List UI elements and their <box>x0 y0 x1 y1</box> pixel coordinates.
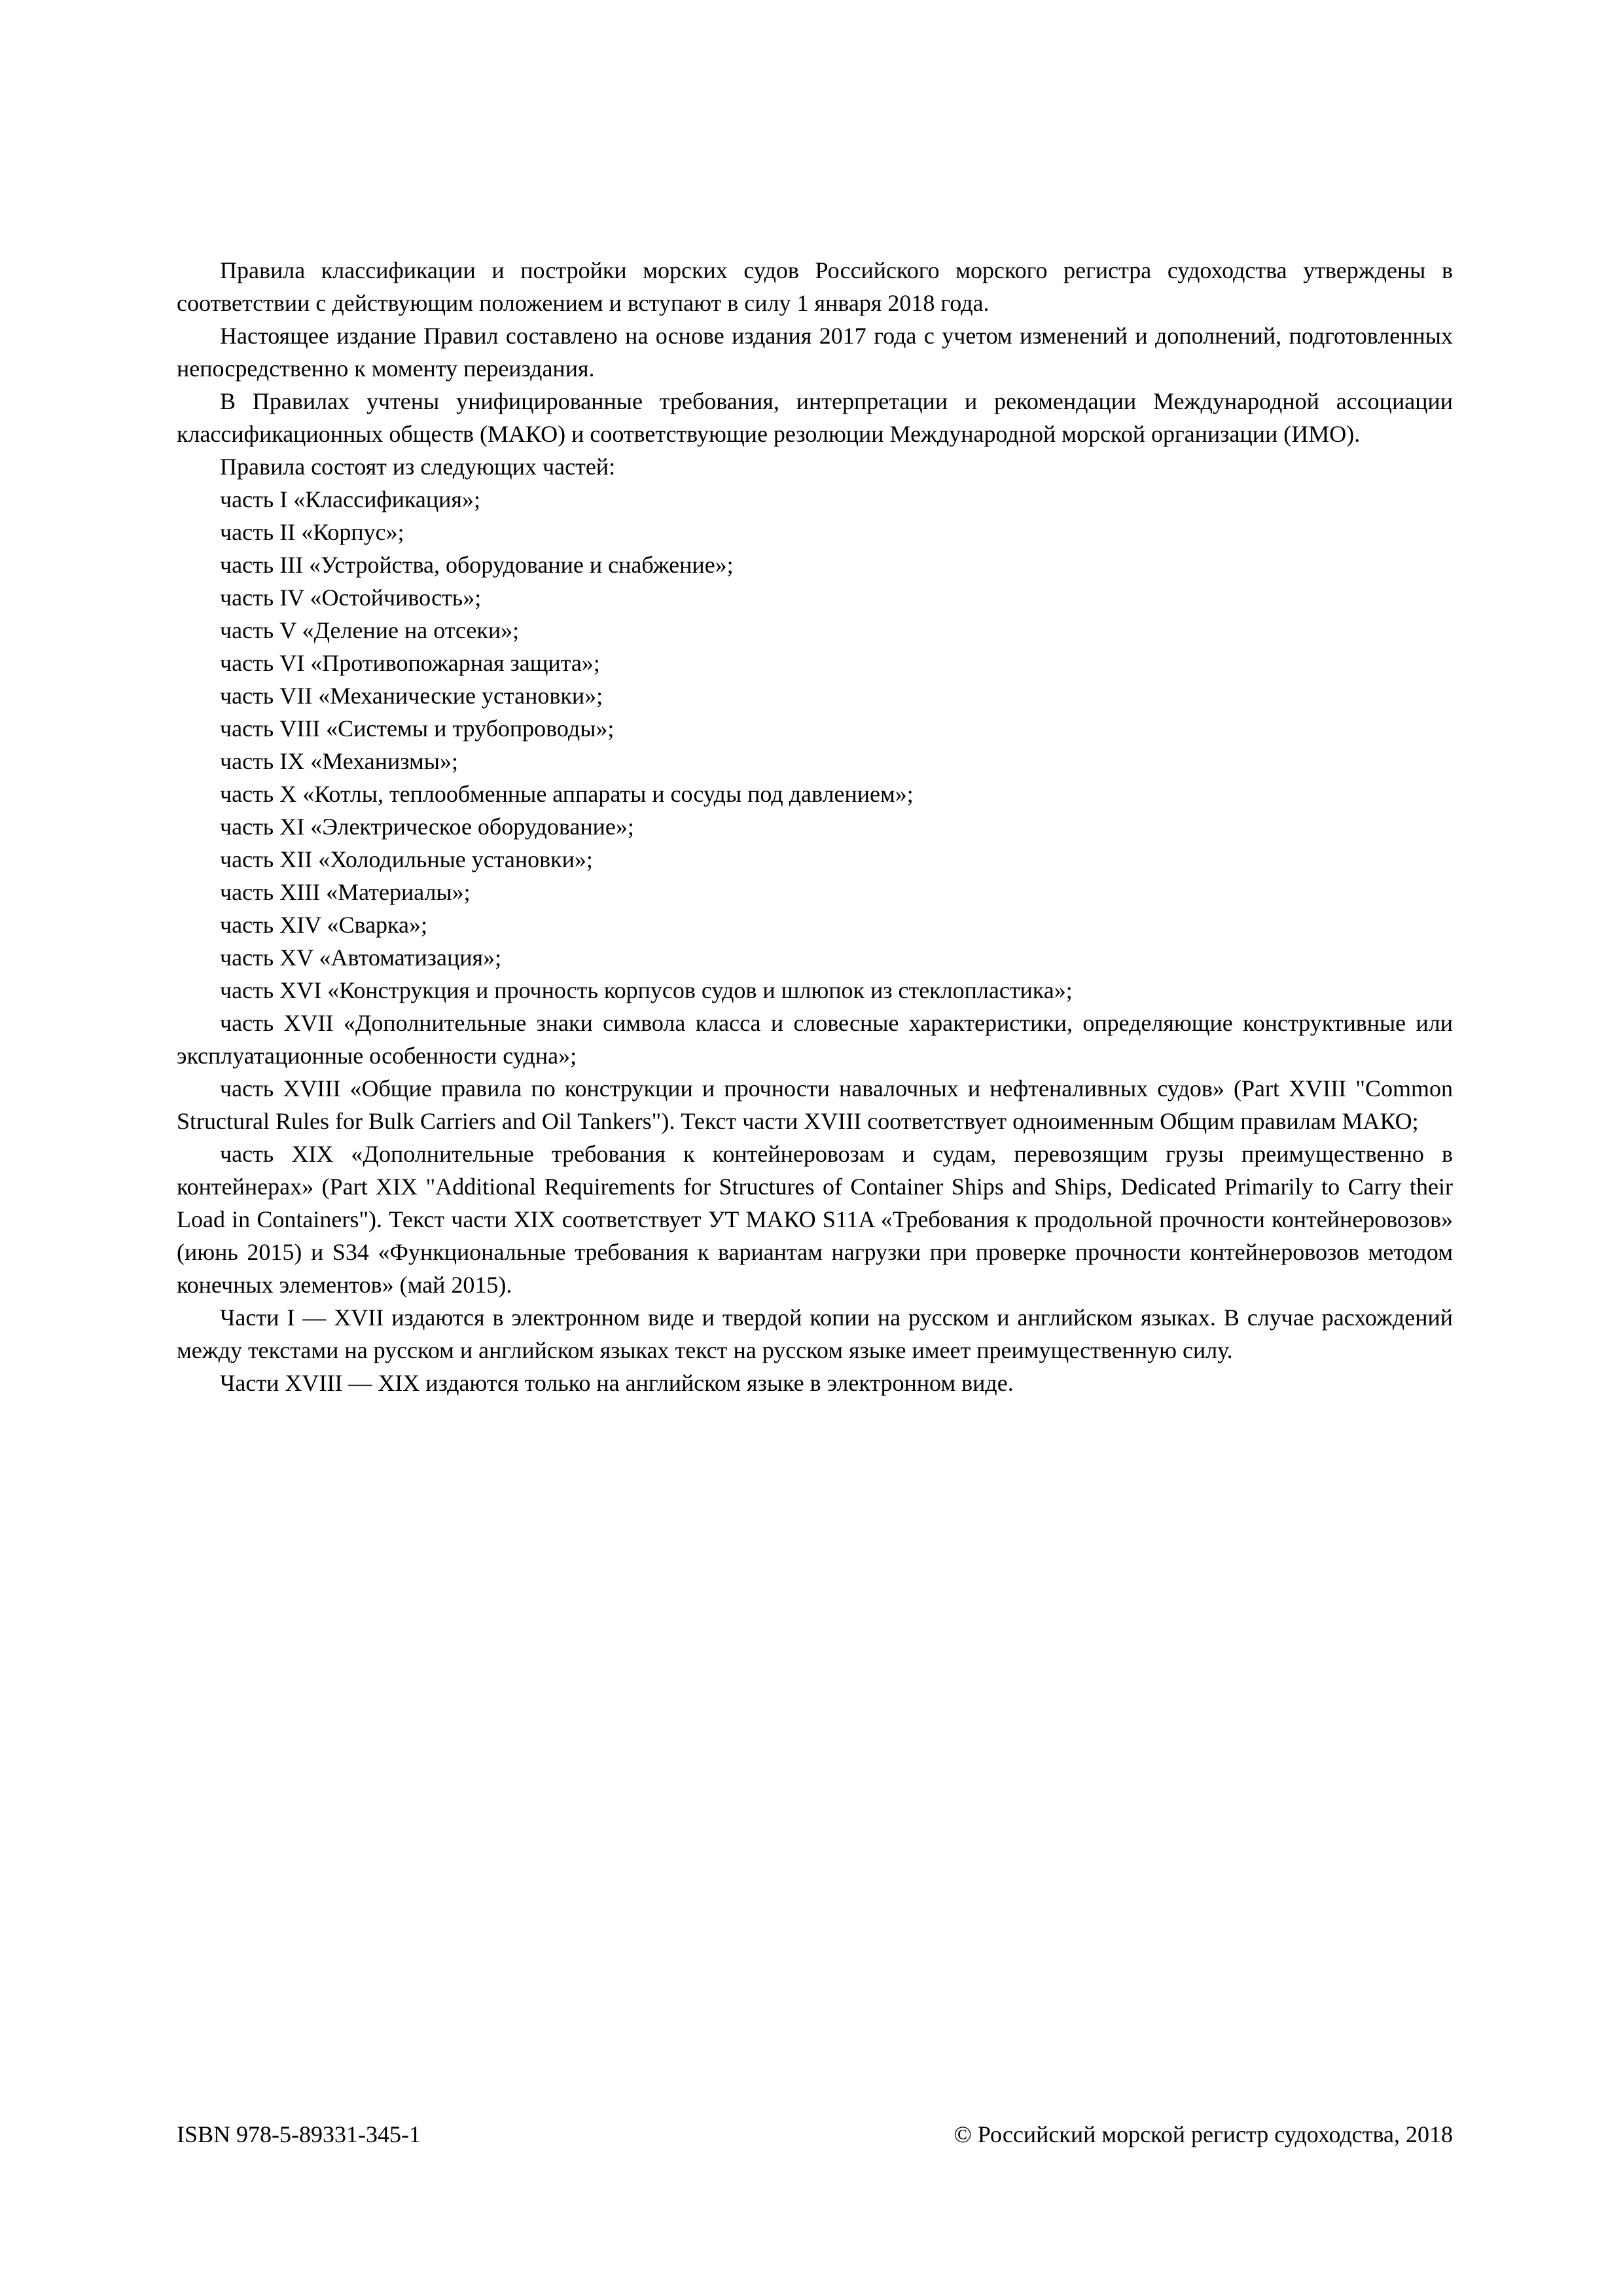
part-list-item: часть XVI «Конструкция и прочность корпусов судов и шлюпок из стеклопластика»; <box>220 977 1073 1003</box>
part-list-item: часть XIX «Дополнительные требования к контейнеровозам и судам, перевозящим грузы преимущественно в контейнерах» (Part XIX "Additional Requirements for Structures of Container Ships and Ships, Dedicated Primarily to Carry their Load in Containers"). Текст части XIX соответствует УТ МАКО S11A «Требования к продольной прочности контейнеровозов» (июнь 2015) и S34 «Функциональные требования к вариантам нагрузки при проверке прочности контейнеровозов методом конечных элементов» (май 2015). <box>177 1141 1453 1298</box>
copyright-notice: © Российский морской регистр судоходства, 2018 <box>954 2121 1453 2147</box>
intro-paragraph-effective-date: Правила классификации и постройки морских судов Российского морского регистра судоходства утверждены в соответствии с действующим положением и вступают в силу 1 января 2018 года. <box>177 257 1453 316</box>
part-list-item: часть IV «Остойчивость»; <box>220 584 482 611</box>
part-list-item: часть II «Корпус»; <box>220 519 404 545</box>
body-text <box>177 254 1453 1399</box>
part-list-item: часть XV «Автоматизация»; <box>220 944 502 971</box>
part-list-item: часть III «Устройства, оборудование и снабжение»; <box>220 552 734 578</box>
part-list-item: часть XII «Холодильные установки»; <box>220 846 593 872</box>
intro-paragraph-iacs-imo: В Правилах учтены унифицированные требования, интерпретации и рекомендации Международной ассоциации классификационных обществ (МАКО) и соответствующие резолюции Международной морской организации (ИМО). <box>177 388 1453 447</box>
part-list-item: часть VI «Противопожарная защита»; <box>220 650 600 676</box>
part-list-item: часть XIV «Сварка»; <box>220 912 427 938</box>
intro-paragraph-edition: Настоящее издание Правил составлено на основе издания 2017 года с учетом изменений и дополнений, подготовленных непосредственно к моменту переиздания. <box>177 323 1453 382</box>
closing-paragraph-english-only: Части XVIII — XIX издаются только на английском языке в электронном виде. <box>220 1370 1014 1396</box>
part-list-item: часть XI «Электрическое оборудование»; <box>220 814 634 840</box>
isbn-number: ISBN 978-5-89331-345-1 <box>177 2121 421 2147</box>
part-list-item: часть XIII «Материалы»; <box>220 879 471 905</box>
part-list-item: часть VIII «Системы и трубопроводы»; <box>220 715 615 742</box>
part-list-item: часть XVIII «Общие правила по конструкции и прочности навалочных и нефтеналивных судов» (Part XVIII "Common Structural Rules for Bulk Carriers and Oil Tankers"). Текст части XVIII соответствует одноименным Общим правилам МАКО; <box>177 1075 1453 1134</box>
part-list-item: часть V «Деление на отсеки»; <box>220 617 520 643</box>
part-list-item: часть IX «Механизмы»; <box>220 748 458 774</box>
closing-paragraph-languages: Части I — XVII издаются в электронном виде и твердой копии на русском и английском языках. В случае расхождений между текстами на русском и английском языках текст на русском языке имеет преимущественную силу. <box>177 1304 1453 1363</box>
part-list-item: часть VII «Механические установки»; <box>220 683 603 709</box>
part-list-item: часть XVII «Дополнительные знаки символа класса и словесные характеристики, определяющие конструктивные или эксплуатационные особенности судна»; <box>177 1010 1453 1069</box>
part-list-item: часть X «Котлы, теплообменные аппараты и сосуды под давлением»; <box>220 781 914 807</box>
intro-paragraph-parts-heading: Правила состоят из следующих частей: <box>220 454 616 480</box>
part-list-item: часть I «Классификация»; <box>220 486 480 512</box>
